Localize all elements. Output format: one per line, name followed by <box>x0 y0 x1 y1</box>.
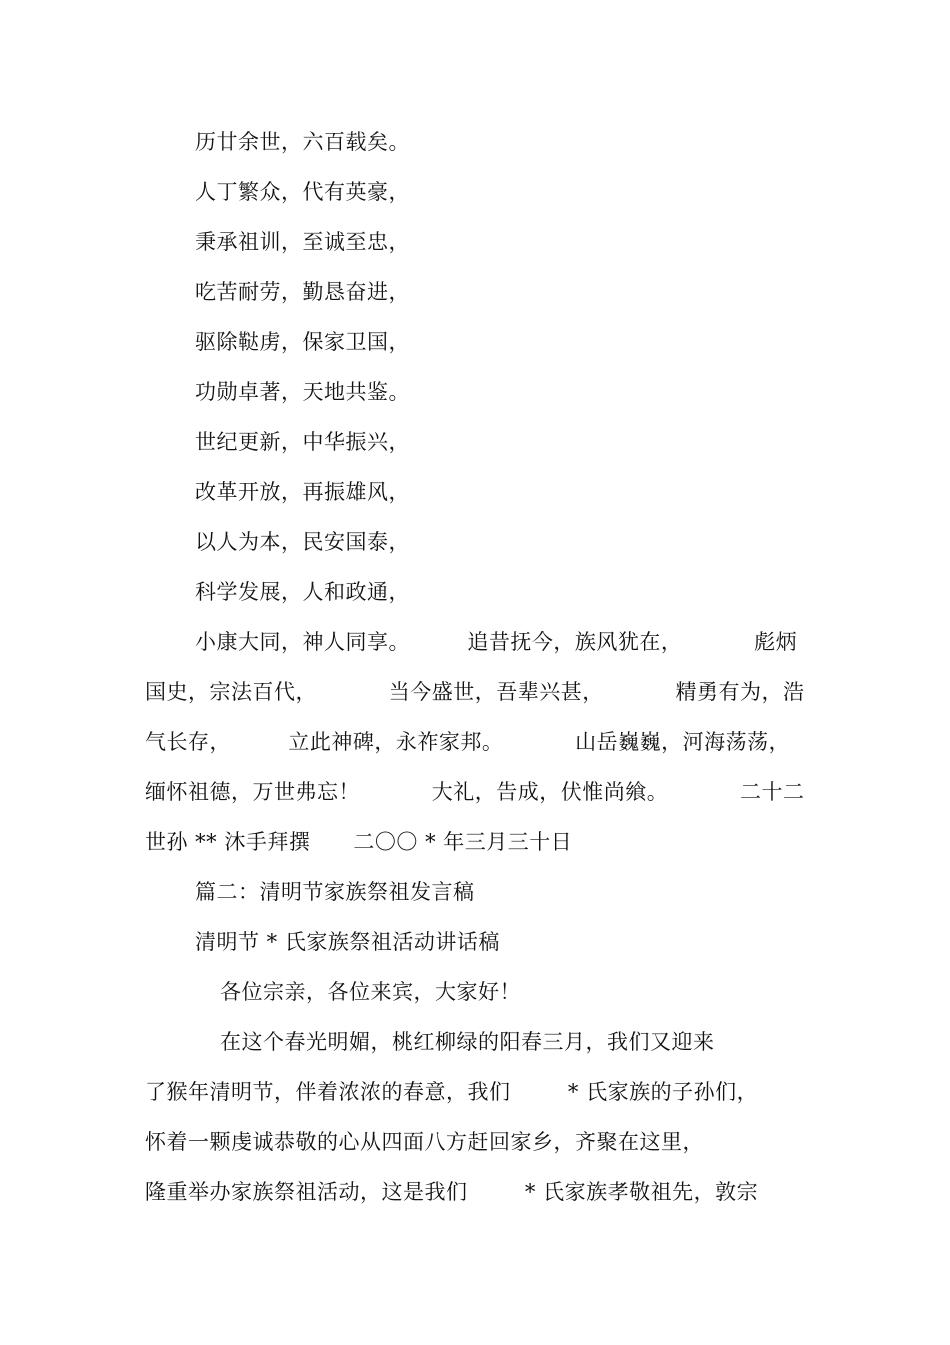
text-line: 各位宗亲，各位来宾，大家好！ <box>220 980 521 1004</box>
text-line: 驱除鞑虏，保家卫国， <box>195 330 410 354</box>
text-line: 改革开放，再振雄风， <box>195 480 410 504</box>
speech-title: 清明节 * 氏家族祭祖活动讲话稿 <box>195 930 500 954</box>
text-line: 气长存， 立此神碑，永祚家邦。 山岳巍巍，河海荡荡， <box>145 730 791 754</box>
text-line: 隆重举办家族祭祖活动，这是我们 * 氏家族孝敬祖先，敦宗 <box>145 1180 759 1204</box>
text-line: 秉承祖训，至诚至忠， <box>195 230 410 254</box>
text-line: 缅怀祖德，万世弗忘！ 大礼，告成，伏惟尚飨。 二十二 <box>145 780 805 804</box>
text-line: 以人为本，民安国泰， <box>195 530 410 554</box>
text-line: 吃苦耐劳，勤恳奋进， <box>195 280 410 304</box>
text-line: 历廿余世，六百载矣。 <box>195 130 410 154</box>
text-line: 世纪更新，中华振兴， <box>195 430 410 454</box>
text-line: 人丁繁众，代有英豪， <box>195 180 410 204</box>
text-line: 国史，宗法百代， 当今盛世，吾辈兴甚， 精勇有为，浩 <box>145 680 805 704</box>
text-line: 世孙 ** 沐手拜撰 二〇〇 * 年三月三十日 <box>145 830 573 854</box>
text-line: 怀着一颗虔诚恭敬的心从四面八方赶回家乡，齐聚在这里， <box>145 1130 704 1154</box>
text-line: 小康大同，神人同享。 追昔抚今，族风犹在， 彪炳 <box>195 630 798 654</box>
text-line: 科学发展，人和政通， <box>195 580 410 604</box>
text-line: 了猴年清明节，伴着浓浓的春意，我们 * 氏家族的子孙们， <box>145 1080 759 1104</box>
text-line: 在这个春光明媚，桃红柳绿的阳春三月，我们又迎来 <box>220 1030 715 1054</box>
section-heading: 篇二：清明节家族祭祖发言稿 <box>195 880 475 904</box>
text-line: 功勋卓著，天地共鉴。 <box>195 380 410 404</box>
